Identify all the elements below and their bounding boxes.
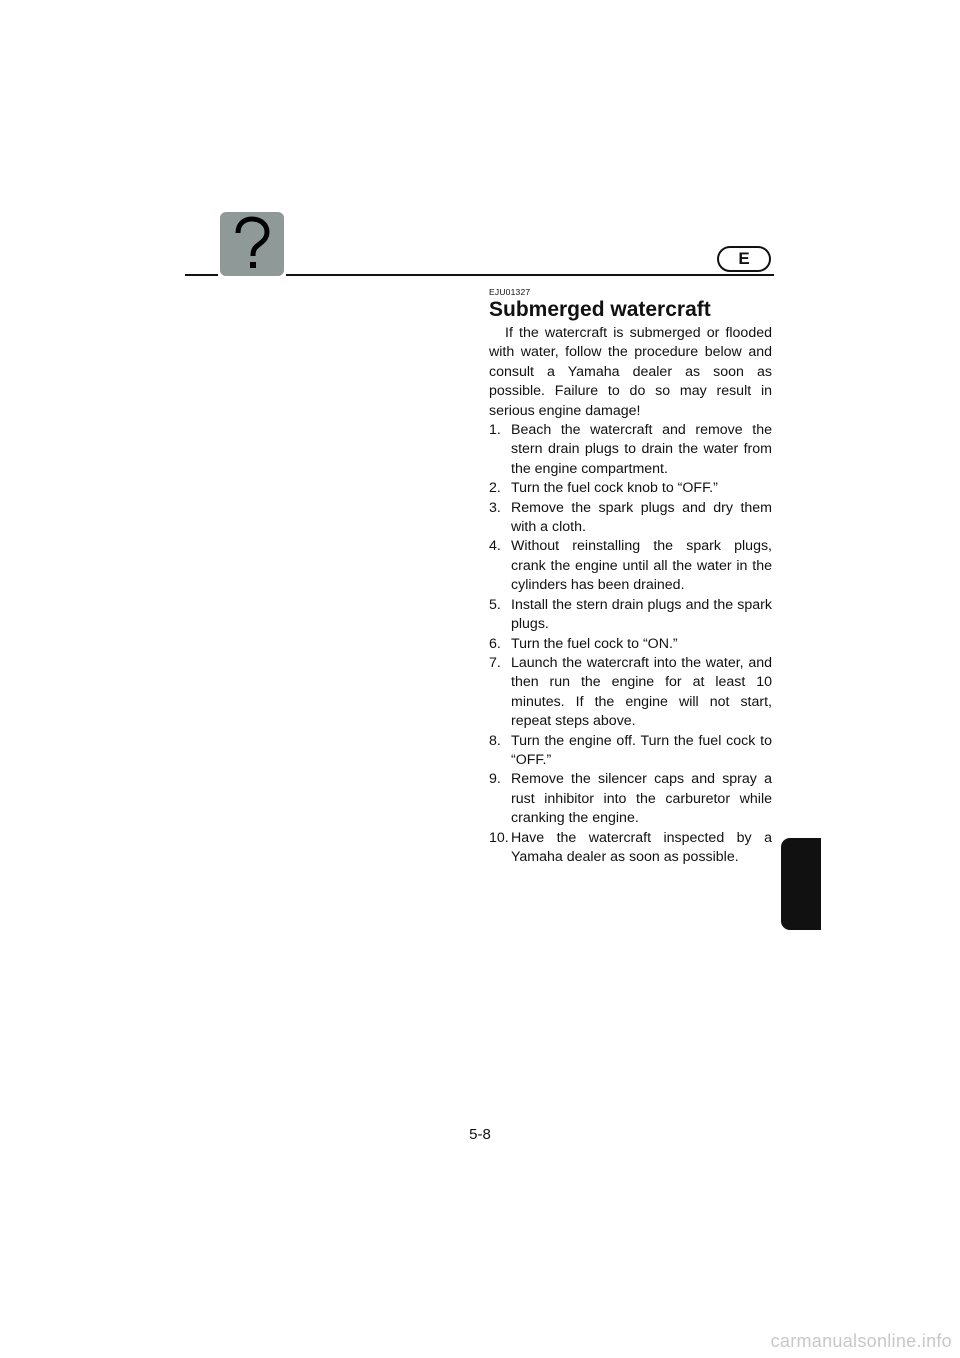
step-number: 4. xyxy=(489,538,501,555)
intro-paragraph: If the watercraft is submerged or flooded with water, follow the procedure below and consult a Yamaha dealer as soon as possible. Failure to do so may result in serious engine damage! xyxy=(489,325,772,419)
page-number: 5-8 xyxy=(469,1126,491,1143)
section-content xyxy=(489,324,772,867)
step-number: 2. xyxy=(489,480,501,497)
step-item xyxy=(489,499,772,538)
language-badge-label: E xyxy=(738,249,750,268)
document-code: EJU01327 xyxy=(489,287,531,297)
step-text: Turn the fuel cock knob to “OFF.” xyxy=(511,480,718,497)
chapter-tab xyxy=(781,838,821,930)
header-rule-right xyxy=(286,274,774,276)
header-rule-left xyxy=(185,274,218,276)
step-item xyxy=(489,829,772,868)
step-item xyxy=(489,732,772,771)
step-number: 3. xyxy=(489,499,501,516)
step-text: Turn the fuel cock to “ON.” xyxy=(511,635,678,652)
step-text: Install the stern drain plugs and the spark plugs. xyxy=(511,596,772,633)
step-text: Remove the spark plugs and dry them with a cloth. xyxy=(511,499,772,536)
step-number: 7. xyxy=(489,654,501,671)
step-number: 1. xyxy=(489,422,501,439)
step-item xyxy=(489,537,772,595)
language-badge xyxy=(717,246,771,272)
step-item xyxy=(489,421,772,479)
step-text: Without reinstalling the spark plugs, crank the engine until all the water in the cylinders has been drained. xyxy=(511,538,772,594)
section-title: Submerged watercraft xyxy=(489,298,711,321)
step-number: 10. xyxy=(489,829,509,846)
step-text: Have the watercraft inspected by a Yamaha dealer as soon as possible. xyxy=(511,829,772,865)
step-text: Launch the watercraft into the water, and then run the engine for at least 10 minutes. If the engine will not start, repeat steps above. xyxy=(511,654,772,730)
step-number: 9. xyxy=(489,771,501,788)
step-text: Turn the engine off. Turn the fuel cock to “OFF.” xyxy=(511,732,772,768)
step-number: 6. xyxy=(489,635,501,652)
step-item xyxy=(489,635,772,654)
step-text: Beach the watercraft and remove the stern drain plugs to drain the water from the engine compartment. xyxy=(511,422,772,477)
step-item xyxy=(489,596,772,635)
step-item xyxy=(489,479,772,498)
watermark: carmanualsonline.info xyxy=(770,1331,952,1351)
question-mark-icon xyxy=(220,212,284,276)
step-number: 8. xyxy=(489,732,501,749)
step-item xyxy=(489,654,772,732)
step-text: Remove the silencer caps and spray a rust inhibitor into the carburetor while cranking the engine. xyxy=(511,771,772,827)
procedure-steps xyxy=(489,421,772,867)
step-item xyxy=(489,770,772,828)
step-number: 5. xyxy=(489,596,501,613)
